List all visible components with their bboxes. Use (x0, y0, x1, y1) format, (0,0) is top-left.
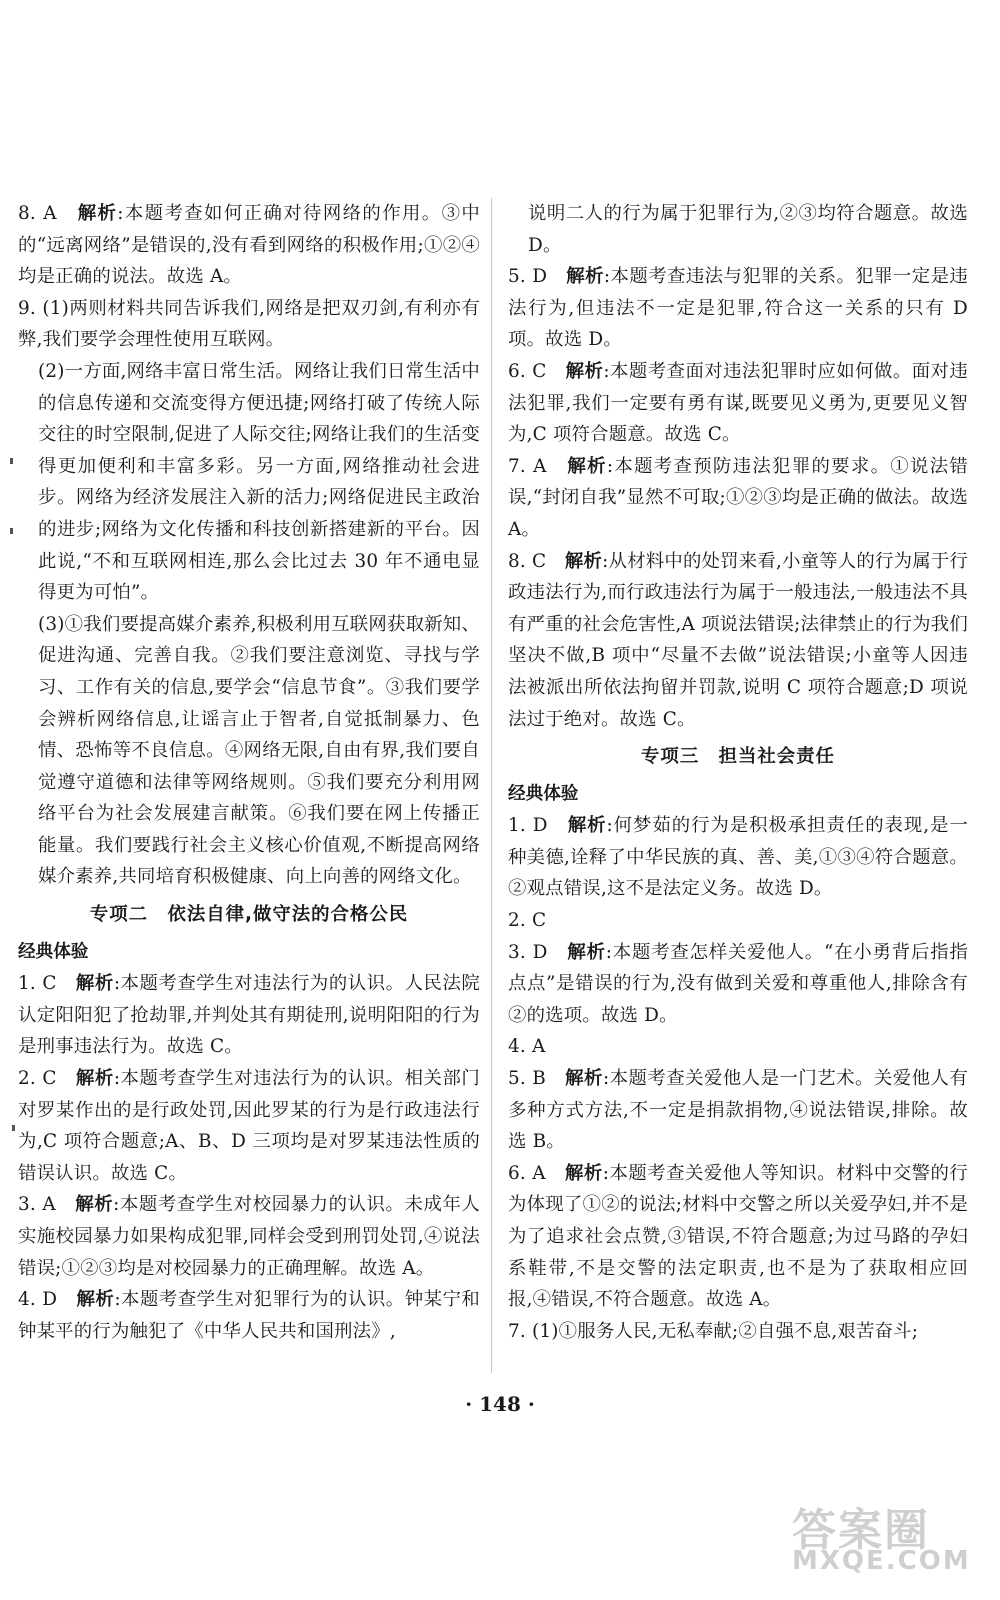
analysis-text: :本题考查预防违法犯罪的要求。①说法错误,“封闭自我”显然不可取;①②③均是正确的做法。故选 A。 (508, 455, 968, 540)
analysis-label: 解析 (77, 203, 118, 224)
analysis-label: 解析 (566, 266, 604, 288)
answer-9-part3: (3)①我们要提高媒介素养,积极利用互联网获取新知、促进沟通、完善自我。②我们要注意浏览、寻找与学习、工作有关的信息,要学会“信息节食”。③我们要学会辨析网络信息,让谣言止于智者,自觉抵制暴力、色情、恐怖等不良信息。④网络无限,自由有界,我们要自觉遵守道德和法律等网络规则。⑤我们要充分利用网络平台为社会发展建言献策。⑥我们要在网上传播正能量。我们要践行社会主义核心价值观,不断提高网络媒介素养,共同培育积极健康、向上向善的网络文化。 (38, 613, 480, 888)
analysis-text: :本题考查学生对违法行为的认识。相关部门对罗某作出的是行政处罚,因此罗某的行为是行政违法行为,C 项符合题意;A、B、D 三项均是对罗某违法性质的错误认识。故选 C。 (18, 1068, 481, 1184)
analysis-label: 解析 (564, 550, 603, 572)
section-3-answer-3 (508, 937, 968, 1032)
analysis-label: 解析 (564, 1162, 603, 1184)
answer-4-continued: 说明二人的行为属于犯罪行为,②③均符合题意。故选 D。 (528, 203, 968, 256)
analysis-text: :本题考查怎样关爱他人。“在小勇背后指指点点”是错误的行为,没有做到关爱和尊重他人,排除含有②的选项。故选 D。 (508, 941, 969, 1026)
answer-number: 6. C (508, 360, 547, 382)
scan-mark (10, 528, 13, 534)
analysis-text: :本题考查关爱他人是一门艺术。关爱他人有多种方式方法,不一定是捐款捐物,④说法错误,排除。故选 B。 (508, 1068, 968, 1153)
section-3-answer-7 (508, 1316, 968, 1348)
section-3-answer-1 (508, 810, 968, 905)
analysis-label: 解析 (565, 360, 604, 382)
analysis-text: :本题考查如何正确对待网络的作用。③中的“远离网络”是错误的,没有看到网络的积极作用;①②④均是正确的说法。故选 A。 (18, 203, 480, 288)
analysis-text: :何梦茹的行为是积极承担责任的表现,是一种美德,诠释了中华民族的真、善、美,①③④符合题意。②观点错误,这不是法定义务。故选 D。 (508, 815, 969, 900)
analysis-label: 解析 (75, 1194, 114, 1216)
answer-number: 8. C (508, 550, 547, 572)
analysis-text: :本题考查学生对犯罪行为的认识。钟某宁和钟某平的行为触犯了《中华人民共和国刑法》, (18, 1289, 481, 1342)
section-3-answer-2 (508, 905, 968, 937)
section-3-answer-6 (508, 1158, 968, 1316)
section-3-title: 专项三 担当社会责任 (641, 746, 835, 768)
analysis-label: 解析 (565, 1068, 603, 1090)
scan-mark (10, 458, 13, 464)
analysis-label: 解析 (75, 973, 114, 995)
answer-text: ①服务人民,无私奉献;②自强不息,艰苦奋斗; (558, 1320, 919, 1342)
watermark-line-1: 答案圈 (792, 1505, 930, 1556)
analysis-label: 解析 (567, 941, 606, 963)
column-divider (491, 198, 492, 1373)
answer-number: 2. C (18, 1068, 57, 1090)
section-2-subtitle: 经典体验 (18, 941, 89, 962)
watermark-logo (792, 1494, 982, 1580)
left-column (18, 198, 480, 1347)
answer-number: 8. A (18, 203, 57, 224)
section-2-answer-7 (508, 451, 968, 546)
analysis-label: 解析 (76, 1289, 115, 1311)
analysis-text: :本题考查学生对校园暴力的认识。未成年人实施校园暴力如果构成犯罪,同样会受到刑罚处罚,④说法错误;①②③均是对校园暴力的正确理解。故选 A。 (18, 1194, 481, 1279)
analysis-text: :本题考查面对违法犯罪时应如何做。面对违法犯罪,我们一定要有勇有谋,既要见义勇为,更要见义智为,C 项符合题意。故选 C。 (508, 360, 969, 446)
section-2-answer-6 (508, 356, 968, 451)
section-2-answer-2 (18, 1063, 480, 1189)
answer-number: 4. A (508, 1036, 546, 1058)
analysis-text: :从材料中的处罚来看,小童等人的行为属于行政违法行为,而行政违法行为属于一般违法,一般违法不具有严重的社会危害性,A 项说法错误;法律禁止的行为我们坚决不做,B 项中“尽量不去做”说法错误;小童等人因违法被派出所依法拘留并罚款,说明 C 项符合题意;D 项说法过于绝对。故选 C。 (508, 550, 969, 730)
answer-number: 3. D (508, 941, 548, 963)
answer-number: 7. (1) (508, 1320, 559, 1342)
answer-number: 3. A (18, 1194, 56, 1216)
analysis-text: :本题考查关爱他人等知识。材料中交警的行为体现了①②的说法;材料中交警之所以关爱孕妇,并不是为了追求社会点赞,③错误,不符合题意;为过马路的孕妇系鞋带,不是交警的法定职责,也不是为了获取相应回报,④错误,不符合题意。故选 A。 (508, 1162, 968, 1311)
section-2-answer-8 (508, 546, 968, 736)
answer-number: 2. C (508, 910, 547, 932)
answer-number: 1. C (18, 973, 57, 995)
answer-number: 6. A (508, 1162, 546, 1184)
answer-number: 5. D (508, 266, 548, 288)
section-2-answer-3 (18, 1189, 480, 1284)
section-2-answer-4 (18, 1284, 480, 1347)
watermark-line-2: MXQE.COM (792, 1546, 971, 1576)
answer-number: 5. B (508, 1068, 546, 1090)
section-3-subtitle: 经典体验 (508, 783, 579, 804)
analysis-label: 解析 (567, 455, 607, 477)
answer-9-part2: (2)一方面,网络丰富日常生活。网络让我们日常生活中的信息传递和交流变得方便迅捷;网络打破了传统人际交往的时空限制,促进了人际交往;网络让我们的生活变得更加便利和丰富多彩。另一方面,网络推动社会进步。网络为经济发展注入新的活力;网络促进民主政治的进步;网络为文化传播和科技创新搭建新的平台。因此说,“不和互联网相连,那么会比过去 30 年不通电显得更为可怕”。 (38, 360, 480, 604)
analysis-label: 解析 (567, 815, 607, 837)
answer-number: 1. D (508, 815, 548, 837)
analysis-text: :本题考查违法与犯罪的关系。犯罪一定是违法行为,但违法不一定是犯罪,符合这一关系的只有 D 项。故选 D。 (508, 266, 969, 351)
answer-number: 4. D (18, 1289, 58, 1311)
answer-8 (18, 198, 480, 293)
section-3-answer-4 (508, 1031, 968, 1063)
analysis-text: :本题考查学生对违法行为的认识。人民法院认定阳阳犯了抢劫罪,并判处其有期徒刑,说明阳阳的行为是刑事违法行为。故选 C。 (18, 973, 481, 1058)
section-3-answer-5 (508, 1063, 968, 1158)
section-2-answer-5 (508, 261, 968, 356)
answer-9-part1: 9. (1)两则材料共同告诉我们,网络是把双刃剑,有利亦有弊,我们要学会理性使用互联网。 (18, 297, 480, 351)
scan-mark (12, 1125, 15, 1131)
section-2-answer-1 (18, 968, 480, 1063)
section-2-title: 专项二 依法自律,做守法的合格公民 (89, 904, 409, 926)
analysis-label: 解析 (75, 1068, 114, 1090)
page-number: · 148 · (465, 1392, 535, 1416)
right-column (508, 198, 968, 1347)
answer-number: 7. A (508, 455, 547, 477)
